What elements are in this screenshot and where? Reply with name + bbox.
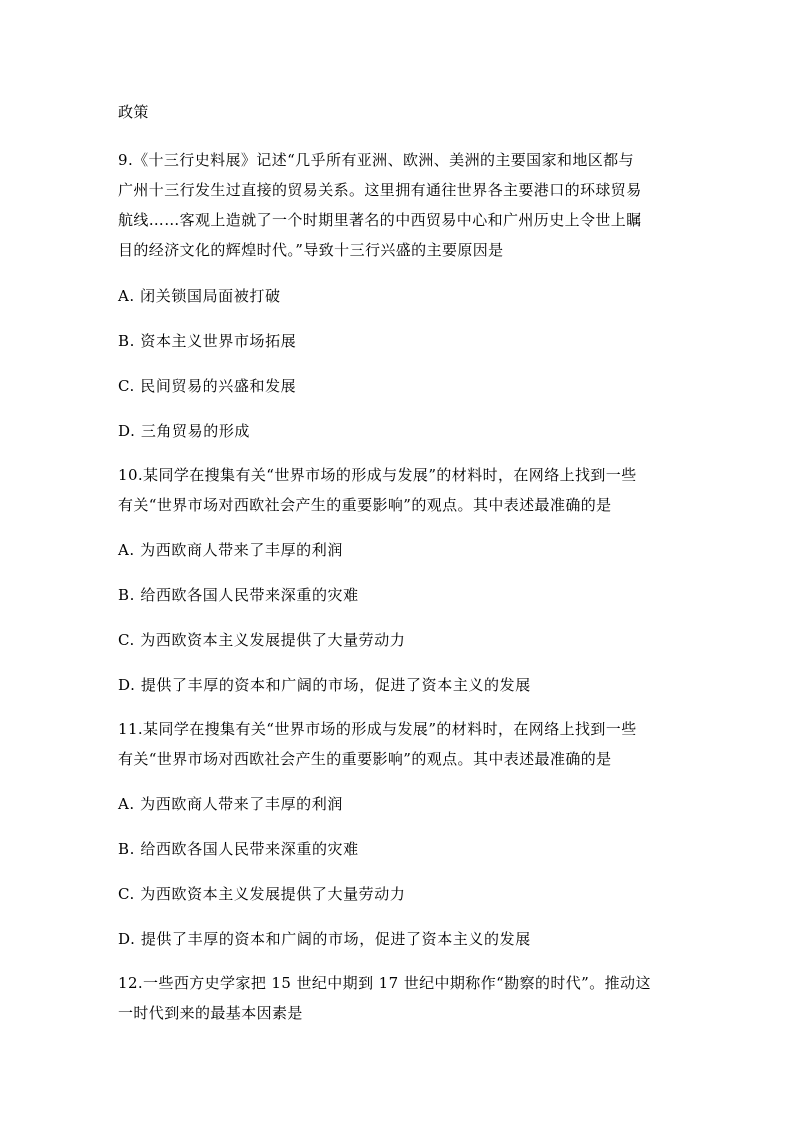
question-9-option-a: A. 闭关锁国局面被打破 [118, 287, 281, 305]
question-11-stem: 11.某同学在搜集有关“世界市场的形成与发展”的材料时，在网络上找到一些 [118, 720, 637, 738]
question-9-option-b: B. 资本主义世界市场拓展 [118, 332, 297, 350]
question-9-stem: 航线……客观上造就了一个时期里著名的中西贸易中心和广州历史上令世上瞩 [118, 211, 642, 229]
question-10-stem: 10.某同学在搜集有关“世界市场的形成与发展”的材料时，在网络上找到一些 [118, 466, 637, 484]
question-11-option-a: A. 为西欧商人带来了丰厚的利润 [118, 795, 343, 813]
question-12-stem: 一时代到来的最基本因素是 [118, 1004, 303, 1022]
question-9-stem: 广州十三行发生过直接的贸易关系。这里拥有通往世界各主要港口的环球贸易 [118, 181, 642, 199]
question-9-option-c: C. 民间贸易的兴盛和发展 [118, 377, 297, 395]
question-10-option-d: D. 提供了丰厚的资本和广阔的市场，促进了资本主义的发展 [118, 676, 531, 694]
question-11-option-d: D. 提供了丰厚的资本和广阔的市场，促进了资本主义的发展 [118, 930, 531, 948]
question-10-option-c: C. 为西欧资本主义发展提供了大量劳动力 [118, 631, 406, 649]
question-10-option-a: A. 为西欧商人带来了丰厚的利润 [118, 541, 343, 559]
question-11-option-c: C. 为西欧资本主义发展提供了大量劳动力 [118, 885, 406, 903]
text-line-continuation: 政策 [118, 103, 149, 121]
question-9-option-d: D. 三角贸易的形成 [118, 422, 251, 440]
question-9-stem: 9.《十三行史料展》记述“几乎所有亚洲、欧洲、美洲的主要国家和地区都与 [118, 151, 634, 169]
question-10-option-b: B. 给西欧各国人民带来深重的灾难 [118, 586, 359, 604]
question-9-stem: 目的经济文化的辉煌时代。”导致十三行兴盛的主要原因是 [118, 241, 504, 259]
question-11-option-b: B. 给西欧各国人民带来深重的灾难 [118, 840, 359, 858]
question-11-stem: 有关“世界市场对西欧社会产生的重要影响”的观点。其中表述最准确的是 [118, 750, 612, 768]
question-10-stem: 有关“世界市场对西欧社会产生的重要影响”的观点。其中表述最准确的是 [118, 496, 612, 514]
question-12-stem: 12.一些西方史学家把 15 世纪中期到 17 世纪中期称作“勘察的时代”。推动这 [118, 974, 651, 992]
